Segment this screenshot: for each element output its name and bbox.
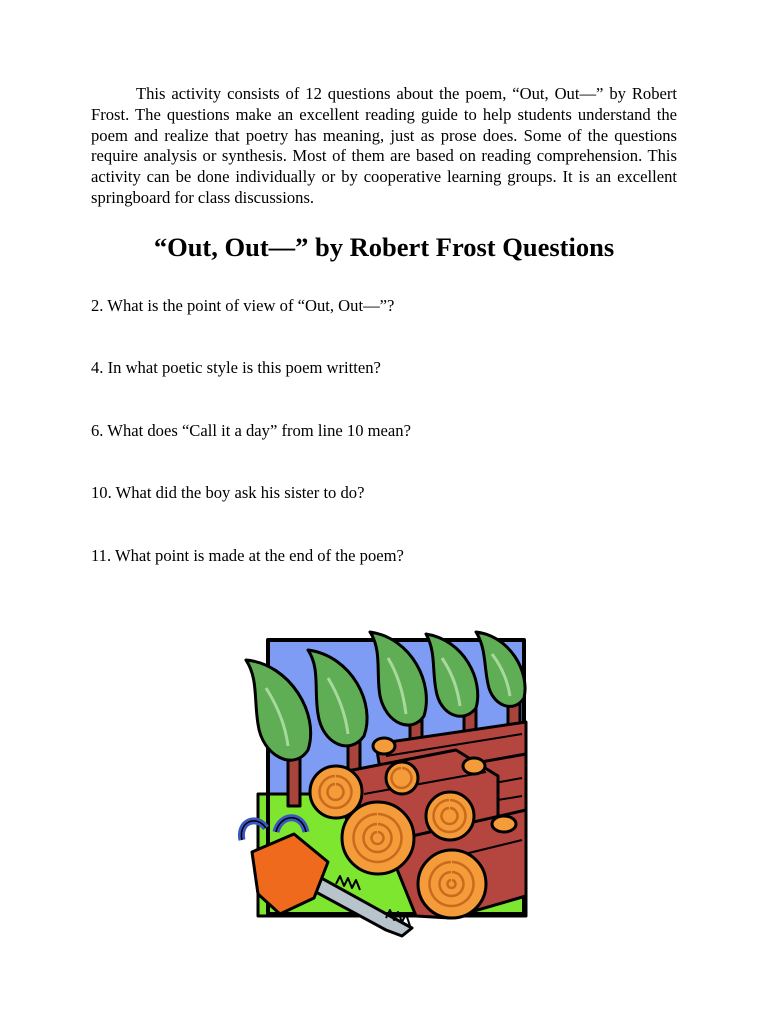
question-item: 11. What point is made at the end of the poem?	[91, 546, 404, 565]
question-item: 4. In what poetic style is this poem written?	[91, 358, 381, 377]
question-item: 10. What did the boy ask his sister to do?	[91, 483, 365, 502]
intro-paragraph: This activity consists of 12 questions about the poem, “Out, Out—” by Robert Frost. The questions make an excellent reading guide to help students understand the poem and realize that poetry has meaning, just as prose does. Some of the questions require analysis or synthesis. Most of them are based on reading comprehension. This activity can be done individually or by cooperative learning groups. It is an excellent springboard for class discussions.	[91, 84, 677, 207]
question-item: 2. What is the point of view of “Out, Out—”?	[91, 296, 395, 315]
page-title: “Out, Out—” by Robert Frost Questions	[153, 232, 615, 262]
question-item: 6. What does “Call it a day” from line 10 mean?	[91, 421, 411, 440]
logs-and-chainsaw-illustration	[236, 626, 536, 938]
